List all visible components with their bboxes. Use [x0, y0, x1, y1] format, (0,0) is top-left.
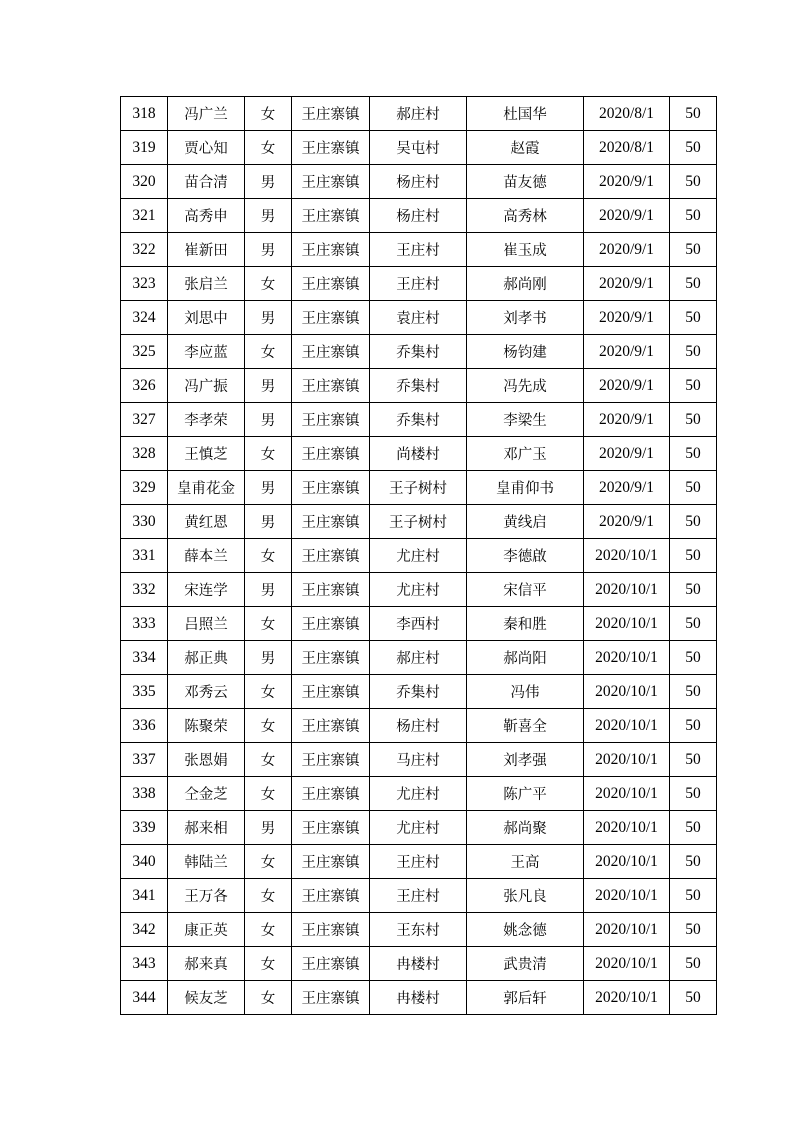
- agent-cell: 冯伟: [467, 675, 584, 709]
- village-cell: 尤庄村: [370, 573, 467, 607]
- village-cell: 尤庄村: [370, 539, 467, 573]
- agent-cell: 王高: [467, 845, 584, 879]
- village-cell: 杨庄村: [370, 165, 467, 199]
- village-cell: 王东村: [370, 913, 467, 947]
- village-cell: 杨庄村: [370, 709, 467, 743]
- town-cell: 王庄寨镇: [292, 97, 370, 131]
- table-row: [121, 879, 717, 913]
- date-cell: 2020/10/1: [584, 743, 670, 777]
- amount-cell: 50: [670, 777, 717, 811]
- village-cell: 郝庄村: [370, 97, 467, 131]
- name-cell: 王万各: [168, 879, 245, 913]
- date-cell: 2020/10/1: [584, 845, 670, 879]
- town-cell: 王庄寨镇: [292, 845, 370, 879]
- amount-cell: 50: [670, 471, 717, 505]
- town-cell: 王庄寨镇: [292, 981, 370, 1015]
- sex-cell: 男: [245, 369, 292, 403]
- village-cell: 尤庄村: [370, 777, 467, 811]
- table-row: [121, 505, 717, 539]
- date-cell: 2020/10/1: [584, 539, 670, 573]
- roster-body: [121, 97, 717, 1015]
- date-cell: 2020/9/1: [584, 505, 670, 539]
- row-number-cell: 320: [121, 165, 168, 199]
- village-cell: 李西村: [370, 607, 467, 641]
- row-number-cell: 325: [121, 335, 168, 369]
- amount-cell: 50: [670, 641, 717, 675]
- agent-cell: 赵霞: [467, 131, 584, 165]
- row-number-cell: 327: [121, 403, 168, 437]
- sex-cell: 女: [245, 913, 292, 947]
- sex-cell: 男: [245, 199, 292, 233]
- agent-cell: 苗友德: [467, 165, 584, 199]
- sex-cell: 男: [245, 233, 292, 267]
- row-number-cell: 336: [121, 709, 168, 743]
- amount-cell: 50: [670, 301, 717, 335]
- town-cell: 王庄寨镇: [292, 335, 370, 369]
- village-cell: 王庄村: [370, 267, 467, 301]
- agent-cell: 刘孝书: [467, 301, 584, 335]
- town-cell: 王庄寨镇: [292, 505, 370, 539]
- date-cell: 2020/10/1: [584, 879, 670, 913]
- agent-cell: 杨钧建: [467, 335, 584, 369]
- name-cell: 张恩娟: [168, 743, 245, 777]
- row-number-cell: 340: [121, 845, 168, 879]
- village-cell: 王子树村: [370, 505, 467, 539]
- table-row: [121, 471, 717, 505]
- row-number-cell: 323: [121, 267, 168, 301]
- table-row: [121, 199, 717, 233]
- sex-cell: 女: [245, 675, 292, 709]
- amount-cell: 50: [670, 845, 717, 879]
- amount-cell: 50: [670, 335, 717, 369]
- table-row: [121, 777, 717, 811]
- name-cell: 贾心知: [168, 131, 245, 165]
- table-row: [121, 743, 717, 777]
- town-cell: 王庄寨镇: [292, 709, 370, 743]
- sex-cell: 男: [245, 471, 292, 505]
- village-cell: 王庄村: [370, 879, 467, 913]
- row-number-cell: 330: [121, 505, 168, 539]
- town-cell: 王庄寨镇: [292, 233, 370, 267]
- date-cell: 2020/9/1: [584, 301, 670, 335]
- table-row: [121, 233, 717, 267]
- name-cell: 韩陆兰: [168, 845, 245, 879]
- date-cell: 2020/9/1: [584, 403, 670, 437]
- agent-cell: 刘孝强: [467, 743, 584, 777]
- sex-cell: 男: [245, 165, 292, 199]
- name-cell: 李孝荣: [168, 403, 245, 437]
- name-cell: 苗合清: [168, 165, 245, 199]
- date-cell: 2020/10/1: [584, 913, 670, 947]
- agent-cell: 秦和胜: [467, 607, 584, 641]
- amount-cell: 50: [670, 437, 717, 471]
- date-cell: 2020/10/1: [584, 641, 670, 675]
- town-cell: 王庄寨镇: [292, 641, 370, 675]
- name-cell: 郝正典: [168, 641, 245, 675]
- sex-cell: 女: [245, 743, 292, 777]
- date-cell: 2020/10/1: [584, 777, 670, 811]
- name-cell: 吕照兰: [168, 607, 245, 641]
- amount-cell: 50: [670, 573, 717, 607]
- sex-cell: 女: [245, 845, 292, 879]
- table-row: [121, 539, 717, 573]
- amount-cell: 50: [670, 131, 717, 165]
- town-cell: 王庄寨镇: [292, 607, 370, 641]
- name-cell: 冯广振: [168, 369, 245, 403]
- table-row: [121, 845, 717, 879]
- sex-cell: 女: [245, 539, 292, 573]
- town-cell: 王庄寨镇: [292, 267, 370, 301]
- village-cell: 袁庄村: [370, 301, 467, 335]
- table-row: [121, 913, 717, 947]
- amount-cell: 50: [670, 369, 717, 403]
- agent-cell: 郝尚阳: [467, 641, 584, 675]
- agent-cell: 冯先成: [467, 369, 584, 403]
- amount-cell: 50: [670, 97, 717, 131]
- table-row: [121, 403, 717, 437]
- table-row: [121, 267, 717, 301]
- date-cell: 2020/10/1: [584, 709, 670, 743]
- sex-cell: 女: [245, 131, 292, 165]
- row-number-cell: 337: [121, 743, 168, 777]
- row-number-cell: 322: [121, 233, 168, 267]
- village-cell: 乔集村: [370, 369, 467, 403]
- amount-cell: 50: [670, 743, 717, 777]
- row-number-cell: 331: [121, 539, 168, 573]
- table-row: [121, 97, 717, 131]
- amount-cell: 50: [670, 505, 717, 539]
- sex-cell: 女: [245, 947, 292, 981]
- name-cell: 刘思中: [168, 301, 245, 335]
- agent-cell: 皇甫仰书: [467, 471, 584, 505]
- sex-cell: 男: [245, 573, 292, 607]
- row-number-cell: 326: [121, 369, 168, 403]
- sex-cell: 女: [245, 879, 292, 913]
- amount-cell: 50: [670, 811, 717, 845]
- table-row: [121, 641, 717, 675]
- table-row: [121, 607, 717, 641]
- date-cell: 2020/10/1: [584, 573, 670, 607]
- town-cell: 王庄寨镇: [292, 301, 370, 335]
- village-cell: 马庄村: [370, 743, 467, 777]
- town-cell: 王庄寨镇: [292, 199, 370, 233]
- sex-cell: 男: [245, 301, 292, 335]
- agent-cell: 郭后轩: [467, 981, 584, 1015]
- name-cell: 郝来真: [168, 947, 245, 981]
- name-cell: 冯广兰: [168, 97, 245, 131]
- town-cell: 王庄寨镇: [292, 777, 370, 811]
- sex-cell: 女: [245, 981, 292, 1015]
- agent-cell: 李德啟: [467, 539, 584, 573]
- town-cell: 王庄寨镇: [292, 437, 370, 471]
- date-cell: 2020/10/1: [584, 607, 670, 641]
- name-cell: 仝金芝: [168, 777, 245, 811]
- town-cell: 王庄寨镇: [292, 913, 370, 947]
- amount-cell: 50: [670, 199, 717, 233]
- amount-cell: 50: [670, 165, 717, 199]
- village-cell: 冉楼村: [370, 981, 467, 1015]
- sex-cell: 女: [245, 437, 292, 471]
- name-cell: 李应蓝: [168, 335, 245, 369]
- town-cell: 王庄寨镇: [292, 471, 370, 505]
- row-number-cell: 324: [121, 301, 168, 335]
- row-number-cell: 339: [121, 811, 168, 845]
- date-cell: 2020/9/1: [584, 267, 670, 301]
- sex-cell: 女: [245, 335, 292, 369]
- row-number-cell: 333: [121, 607, 168, 641]
- sex-cell: 女: [245, 97, 292, 131]
- row-number-cell: 329: [121, 471, 168, 505]
- row-number-cell: 319: [121, 131, 168, 165]
- row-number-cell: 344: [121, 981, 168, 1015]
- town-cell: 王庄寨镇: [292, 131, 370, 165]
- date-cell: 2020/9/1: [584, 437, 670, 471]
- date-cell: 2020/9/1: [584, 233, 670, 267]
- date-cell: 2020/8/1: [584, 97, 670, 131]
- date-cell: 2020/9/1: [584, 199, 670, 233]
- village-cell: 乔集村: [370, 675, 467, 709]
- agent-cell: 郝尚刚: [467, 267, 584, 301]
- agent-cell: 李梁生: [467, 403, 584, 437]
- village-cell: 杨庄村: [370, 199, 467, 233]
- name-cell: 陈聚荣: [168, 709, 245, 743]
- agent-cell: 姚念德: [467, 913, 584, 947]
- table-row: [121, 301, 717, 335]
- table-row: [121, 437, 717, 471]
- agent-cell: 高秀林: [467, 199, 584, 233]
- village-cell: 王子树村: [370, 471, 467, 505]
- date-cell: 2020/9/1: [584, 369, 670, 403]
- village-cell: 乔集村: [370, 403, 467, 437]
- date-cell: 2020/9/1: [584, 471, 670, 505]
- table-row: [121, 131, 717, 165]
- village-cell: 郝庄村: [370, 641, 467, 675]
- agent-cell: 张凡良: [467, 879, 584, 913]
- town-cell: 王庄寨镇: [292, 165, 370, 199]
- name-cell: 薛本兰: [168, 539, 245, 573]
- town-cell: 王庄寨镇: [292, 369, 370, 403]
- town-cell: 王庄寨镇: [292, 879, 370, 913]
- agent-cell: 黄线启: [467, 505, 584, 539]
- sex-cell: 女: [245, 709, 292, 743]
- amount-cell: 50: [670, 879, 717, 913]
- amount-cell: 50: [670, 267, 717, 301]
- sex-cell: 女: [245, 607, 292, 641]
- town-cell: 王庄寨镇: [292, 675, 370, 709]
- date-cell: 2020/9/1: [584, 335, 670, 369]
- table-row: [121, 573, 717, 607]
- sex-cell: 女: [245, 777, 292, 811]
- sex-cell: 男: [245, 505, 292, 539]
- name-cell: 皇甫花金: [168, 471, 245, 505]
- name-cell: 候友芝: [168, 981, 245, 1015]
- village-cell: 尚楼村: [370, 437, 467, 471]
- sex-cell: 男: [245, 403, 292, 437]
- amount-cell: 50: [670, 607, 717, 641]
- name-cell: 郝来相: [168, 811, 245, 845]
- name-cell: 黄红恩: [168, 505, 245, 539]
- row-number-cell: 342: [121, 913, 168, 947]
- agent-cell: 武贵清: [467, 947, 584, 981]
- agent-cell: 崔玉成: [467, 233, 584, 267]
- table-row: [121, 335, 717, 369]
- town-cell: 王庄寨镇: [292, 403, 370, 437]
- date-cell: 2020/9/1: [584, 165, 670, 199]
- date-cell: 2020/10/1: [584, 947, 670, 981]
- sex-cell: 男: [245, 811, 292, 845]
- sex-cell: 女: [245, 267, 292, 301]
- name-cell: 王慎芝: [168, 437, 245, 471]
- table-row: [121, 981, 717, 1015]
- village-cell: 冉楼村: [370, 947, 467, 981]
- table-row: [121, 165, 717, 199]
- amount-cell: 50: [670, 709, 717, 743]
- roster-table: [120, 96, 717, 1015]
- name-cell: 邓秀云: [168, 675, 245, 709]
- name-cell: 康正英: [168, 913, 245, 947]
- town-cell: 王庄寨镇: [292, 539, 370, 573]
- row-number-cell: 334: [121, 641, 168, 675]
- table-row: [121, 369, 717, 403]
- village-cell: 乔集村: [370, 335, 467, 369]
- row-number-cell: 328: [121, 437, 168, 471]
- amount-cell: 50: [670, 539, 717, 573]
- village-cell: 王庄村: [370, 845, 467, 879]
- row-number-cell: 343: [121, 947, 168, 981]
- sex-cell: 男: [245, 641, 292, 675]
- date-cell: 2020/10/1: [584, 675, 670, 709]
- row-number-cell: 321: [121, 199, 168, 233]
- table-row: [121, 811, 717, 845]
- town-cell: 王庄寨镇: [292, 743, 370, 777]
- row-number-cell: 341: [121, 879, 168, 913]
- agent-cell: 杜国华: [467, 97, 584, 131]
- row-number-cell: 318: [121, 97, 168, 131]
- name-cell: 宋连学: [168, 573, 245, 607]
- village-cell: 王庄村: [370, 233, 467, 267]
- agent-cell: 陈广平: [467, 777, 584, 811]
- date-cell: 2020/10/1: [584, 981, 670, 1015]
- town-cell: 王庄寨镇: [292, 573, 370, 607]
- date-cell: 2020/8/1: [584, 131, 670, 165]
- village-cell: 吴屯村: [370, 131, 467, 165]
- agent-cell: 郝尚聚: [467, 811, 584, 845]
- table-row: [121, 675, 717, 709]
- amount-cell: 50: [670, 233, 717, 267]
- table-row: [121, 947, 717, 981]
- town-cell: 王庄寨镇: [292, 811, 370, 845]
- agent-cell: 宋信平: [467, 573, 584, 607]
- agent-cell: 靳喜全: [467, 709, 584, 743]
- row-number-cell: 335: [121, 675, 168, 709]
- name-cell: 崔新田: [168, 233, 245, 267]
- table-row: [121, 709, 717, 743]
- amount-cell: 50: [670, 947, 717, 981]
- row-number-cell: 338: [121, 777, 168, 811]
- amount-cell: 50: [670, 403, 717, 437]
- name-cell: 张启兰: [168, 267, 245, 301]
- date-cell: 2020/10/1: [584, 811, 670, 845]
- town-cell: 王庄寨镇: [292, 947, 370, 981]
- amount-cell: 50: [670, 981, 717, 1015]
- amount-cell: 50: [670, 913, 717, 947]
- village-cell: 尤庄村: [370, 811, 467, 845]
- agent-cell: 邓广玉: [467, 437, 584, 471]
- amount-cell: 50: [670, 675, 717, 709]
- name-cell: 高秀申: [168, 199, 245, 233]
- row-number-cell: 332: [121, 573, 168, 607]
